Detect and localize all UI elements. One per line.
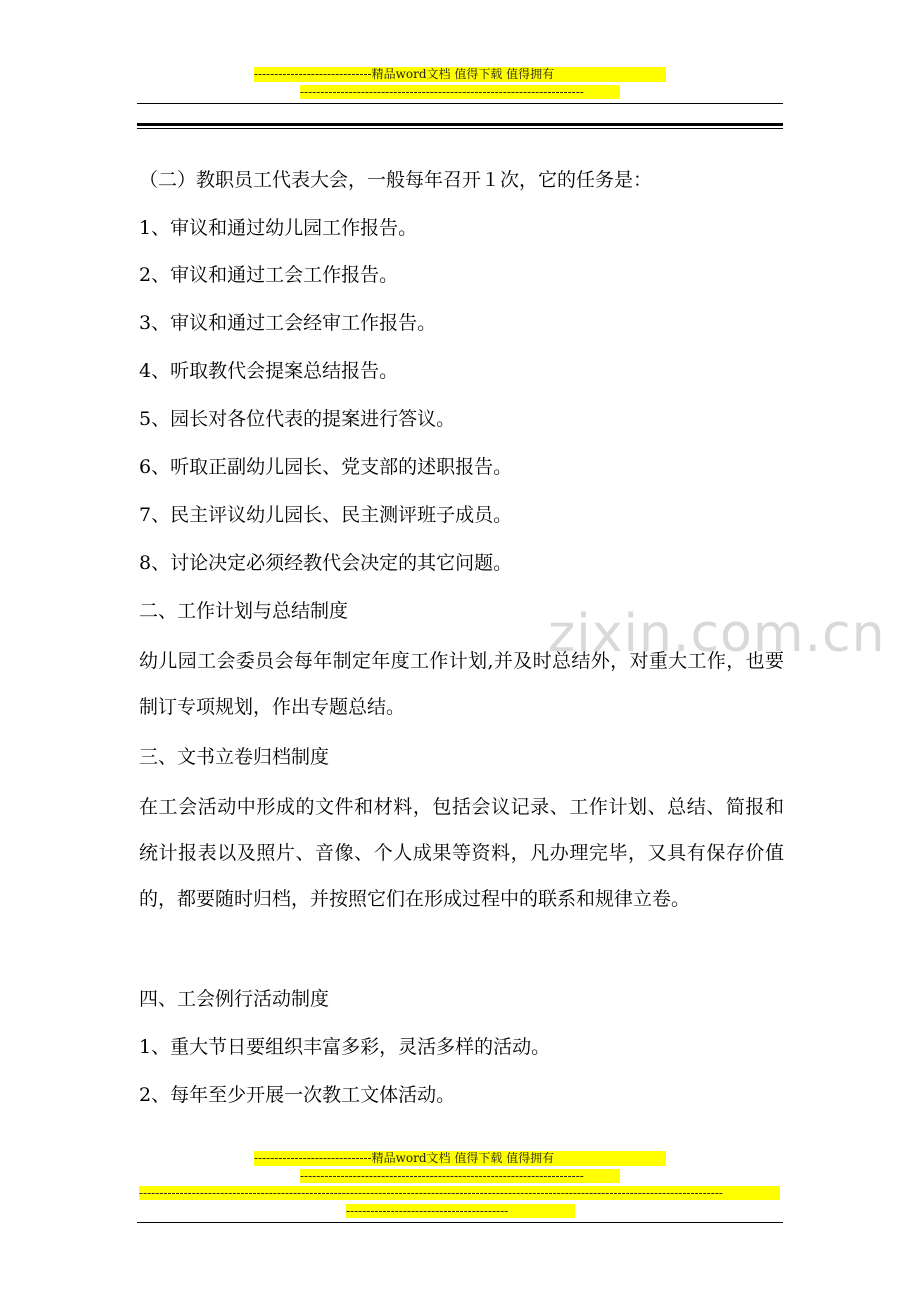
line-intro: （二）教职员工代表大会，一般每年召开１次，它的任务是： <box>139 169 653 191</box>
section-heading: 二、工作计划与总结制度 <box>139 600 349 622</box>
list-item: 8、讨论决定必须经教代会决定的其它问题。 <box>139 552 513 574</box>
footer-rule <box>137 1222 783 1223</box>
footer-banner: -----------------------------精品word文档 值得下载 值得拥有 <box>254 1151 666 1166</box>
list-item: 3、审议和通过工会经审工作报告。 <box>139 312 437 334</box>
list-item: 6、听取正副幼儿园长、党支部的述职报告。 <box>139 456 513 478</box>
list-item: 2、每年至少开展一次教工文体活动。 <box>139 1084 456 1106</box>
footer-short-dashes: ---------------------------------------- <box>346 1204 575 1218</box>
header-rule-thin <box>137 103 783 104</box>
list-item: 4、听取教代会提案总结报告。 <box>139 360 399 382</box>
list-item: 1、审议和通过幼儿园工作报告。 <box>139 217 418 239</box>
list-item: 2、审议和通过工会工作报告。 <box>139 264 399 286</box>
header-banner-dashes: ---------------------------------------------------------------------- <box>300 85 620 99</box>
footer-banner-dashes: ---------------------------------------------------------------------- <box>300 1169 620 1183</box>
header-rule-thin-2 <box>137 128 783 129</box>
list-item: 5、园长对各位代表的提案进行答议。 <box>139 408 456 430</box>
watermark: zixin.com.cn <box>548 604 886 664</box>
list-item: 1、重大节日要组织丰富多彩，灵活多样的活动。 <box>139 1036 551 1058</box>
footer-long-dashes: ------------------------------------------------------------------------------------------------------------------------------------------------ <box>139 1186 780 1200</box>
header-banner: -----------------------------精品word文档 值得下载 值得拥有 <box>254 67 666 82</box>
section-heading: 四、工会例行活动制度 <box>139 988 330 1010</box>
list-item: 7、民主评议幼儿园长、民主测评班子成员。 <box>139 504 513 526</box>
paragraph-plan: 幼儿园工会委员会每年制定年度工作计划,并及时总结外，对重大工作，也要制订专项规划，作出专题总结。 <box>139 650 784 718</box>
header-rule-thick <box>137 123 783 126</box>
section-heading: 三、文书立卷归档制度 <box>139 746 330 768</box>
paragraph-archive: 在工会活动中形成的文件和材料，包括会议记录、工作计划、总结、简报和统计报表以及照片、音像、个人成果等资料，凡办理完毕，又具有保存价值的，都要随时归档，并按照它们在形成过程中的联系和规律立卷。 <box>139 796 784 910</box>
